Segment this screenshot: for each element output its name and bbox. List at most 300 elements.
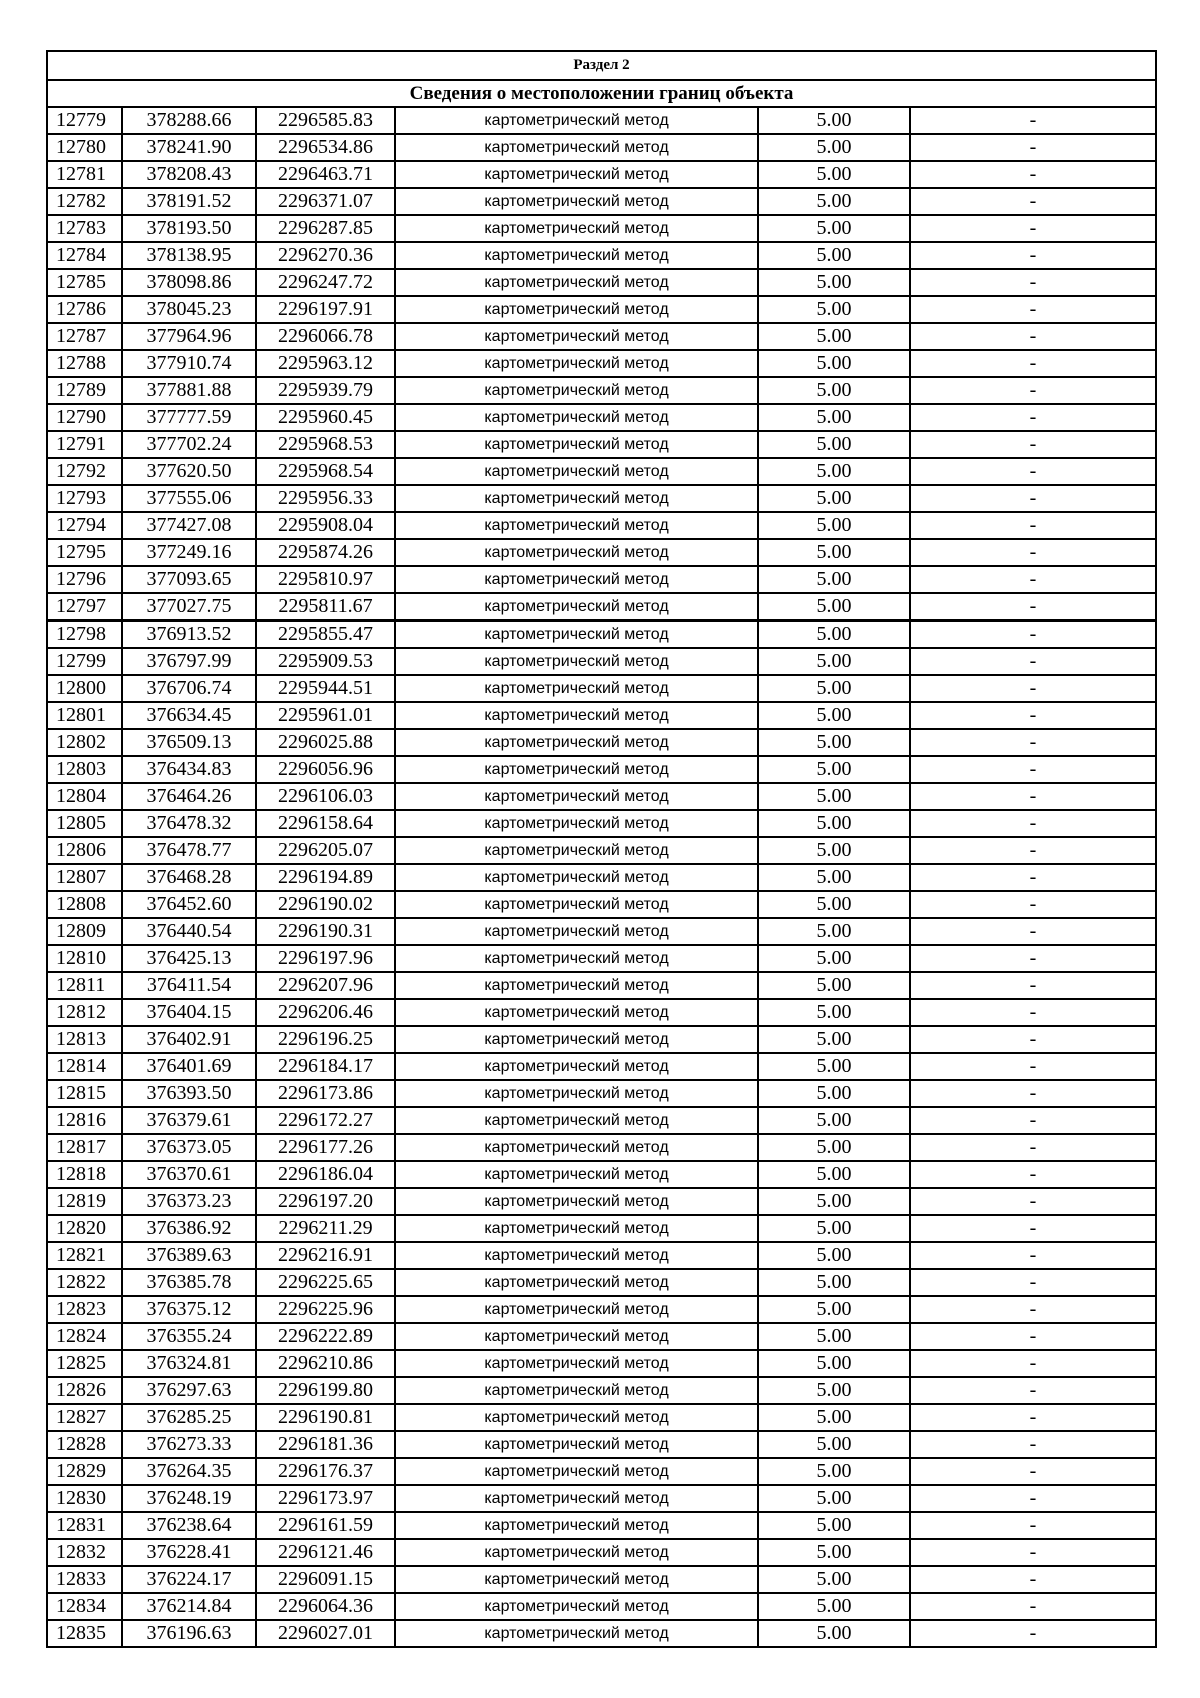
table-row [47, 1188, 1156, 1215]
point-number-cell: 12827 [47, 1404, 122, 1431]
point-number-cell: 12821 [47, 1242, 122, 1269]
description-cell: - [910, 215, 1156, 242]
y-coordinate-cell: 2296106.03 [256, 783, 395, 810]
x-coordinate-cell: 376379.61 [122, 1107, 256, 1134]
table-row [47, 1107, 1156, 1134]
description-cell: - [910, 296, 1156, 323]
x-coordinate-cell: 377702.24 [122, 431, 256, 458]
point-number-cell: 12823 [47, 1296, 122, 1323]
description-cell: - [910, 1485, 1156, 1512]
description-cell: - [910, 945, 1156, 972]
point-number-cell: 12788 [47, 350, 122, 377]
accuracy-cell: 5.00 [758, 593, 910, 621]
table-row [47, 648, 1156, 675]
x-coordinate-cell: 376634.45 [122, 702, 256, 729]
method-cell: картометрический метод [395, 512, 758, 539]
point-number-cell: 12833 [47, 1566, 122, 1593]
accuracy-cell: 5.00 [758, 864, 910, 891]
y-coordinate-cell: 2295908.04 [256, 512, 395, 539]
point-number-cell: 12779 [47, 107, 122, 134]
description-cell: - [910, 1620, 1156, 1647]
point-number-cell: 12806 [47, 837, 122, 864]
x-coordinate-cell: 377555.06 [122, 485, 256, 512]
description-cell: - [910, 107, 1156, 134]
y-coordinate-cell: 2295939.79 [256, 377, 395, 404]
description-cell: - [910, 269, 1156, 296]
accuracy-cell: 5.00 [758, 1080, 910, 1107]
accuracy-cell: 5.00 [758, 485, 910, 512]
description-cell: - [910, 377, 1156, 404]
table-row [47, 918, 1156, 945]
description-cell: - [910, 837, 1156, 864]
description-cell: - [910, 1323, 1156, 1350]
method-cell: картометрический метод [395, 1431, 758, 1458]
table-row [47, 431, 1156, 458]
table-row [47, 1296, 1156, 1323]
description-cell: - [910, 458, 1156, 485]
y-coordinate-cell: 2296222.89 [256, 1323, 395, 1350]
description-cell: - [910, 1377, 1156, 1404]
description-cell: - [910, 566, 1156, 593]
description-cell: - [910, 512, 1156, 539]
point-number-cell: 12793 [47, 485, 122, 512]
y-coordinate-cell: 2296287.85 [256, 215, 395, 242]
point-number-cell: 12814 [47, 1053, 122, 1080]
point-number-cell: 12782 [47, 188, 122, 215]
method-cell: картометрический метод [395, 702, 758, 729]
table-row [47, 1485, 1156, 1512]
method-cell: картометрический метод [395, 1269, 758, 1296]
description-cell: - [910, 756, 1156, 783]
method-cell: картометрический метод [395, 945, 758, 972]
point-number-cell: 12796 [47, 566, 122, 593]
method-cell: картометрический метод [395, 1377, 758, 1404]
y-coordinate-cell: 2296186.04 [256, 1161, 395, 1188]
coordinates-table [46, 50, 1157, 1648]
point-number-cell: 12789 [47, 377, 122, 404]
description-cell: - [910, 621, 1156, 649]
table-row [47, 188, 1156, 215]
method-cell: картометрический метод [395, 1080, 758, 1107]
x-coordinate-cell: 376468.28 [122, 864, 256, 891]
x-coordinate-cell: 376375.12 [122, 1296, 256, 1323]
y-coordinate-cell: 2296247.72 [256, 269, 395, 296]
y-coordinate-cell: 2295810.97 [256, 566, 395, 593]
point-number-cell: 12831 [47, 1512, 122, 1539]
y-coordinate-cell: 2296199.80 [256, 1377, 395, 1404]
description-cell: - [910, 404, 1156, 431]
point-number-cell: 12799 [47, 648, 122, 675]
accuracy-cell: 5.00 [758, 1512, 910, 1539]
description-cell: - [910, 729, 1156, 756]
method-cell: картометрический метод [395, 1026, 758, 1053]
x-coordinate-cell: 376706.74 [122, 675, 256, 702]
method-cell: картометрический метод [395, 1296, 758, 1323]
table-row [47, 864, 1156, 891]
accuracy-cell: 5.00 [758, 1377, 910, 1404]
description-cell: - [910, 1458, 1156, 1485]
table-row [47, 1566, 1156, 1593]
description-cell: - [910, 1215, 1156, 1242]
point-number-cell: 12784 [47, 242, 122, 269]
point-number-cell: 12828 [47, 1431, 122, 1458]
point-number-cell: 12803 [47, 756, 122, 783]
point-number-cell: 12800 [47, 675, 122, 702]
y-coordinate-cell: 2295874.26 [256, 539, 395, 566]
point-number-cell: 12820 [47, 1215, 122, 1242]
description-cell: - [910, 161, 1156, 188]
description-cell: - [910, 1107, 1156, 1134]
x-coordinate-cell: 377093.65 [122, 566, 256, 593]
description-cell: - [910, 323, 1156, 350]
x-coordinate-cell: 376196.63 [122, 1620, 256, 1647]
y-coordinate-cell: 2296064.36 [256, 1593, 395, 1620]
table-row [47, 1593, 1156, 1620]
x-coordinate-cell: 376411.54 [122, 972, 256, 999]
description-cell: - [910, 999, 1156, 1026]
accuracy-cell: 5.00 [758, 458, 910, 485]
point-number-cell: 12832 [47, 1539, 122, 1566]
x-coordinate-cell: 378138.95 [122, 242, 256, 269]
description-cell: - [910, 783, 1156, 810]
y-coordinate-cell: 2296194.89 [256, 864, 395, 891]
accuracy-cell: 5.00 [758, 1539, 910, 1566]
x-coordinate-cell: 376425.13 [122, 945, 256, 972]
accuracy-cell: 5.00 [758, 161, 910, 188]
method-cell: картометрический метод [395, 972, 758, 999]
x-coordinate-cell: 378208.43 [122, 161, 256, 188]
method-cell: картометрический метод [395, 323, 758, 350]
method-cell: картометрический метод [395, 296, 758, 323]
y-coordinate-cell: 2296177.26 [256, 1134, 395, 1161]
method-cell: картометрический метод [395, 1458, 758, 1485]
method-cell: картометрический метод [395, 864, 758, 891]
method-cell: картометрический метод [395, 1539, 758, 1566]
accuracy-cell: 5.00 [758, 1620, 910, 1647]
accuracy-cell: 5.00 [758, 1350, 910, 1377]
point-number-cell: 12813 [47, 1026, 122, 1053]
table-row [47, 1512, 1156, 1539]
table-row [47, 729, 1156, 756]
y-coordinate-cell: 2296025.88 [256, 729, 395, 756]
y-coordinate-cell: 2295855.47 [256, 621, 395, 649]
accuracy-cell: 5.00 [758, 566, 910, 593]
description-cell: - [910, 1404, 1156, 1431]
point-number-cell: 12834 [47, 1593, 122, 1620]
table-row [47, 1323, 1156, 1350]
x-coordinate-cell: 376386.92 [122, 1215, 256, 1242]
x-coordinate-cell: 376797.99 [122, 648, 256, 675]
x-coordinate-cell: 376248.19 [122, 1485, 256, 1512]
accuracy-cell: 5.00 [758, 999, 910, 1026]
x-coordinate-cell: 377427.08 [122, 512, 256, 539]
accuracy-cell: 5.00 [758, 756, 910, 783]
description-cell: - [910, 1188, 1156, 1215]
table-row [47, 1161, 1156, 1188]
x-coordinate-cell: 378098.86 [122, 269, 256, 296]
description-cell: - [910, 1296, 1156, 1323]
table-row [47, 1026, 1156, 1053]
y-coordinate-cell: 2296121.46 [256, 1539, 395, 1566]
method-cell: картометрический метод [395, 377, 758, 404]
point-number-cell: 12816 [47, 1107, 122, 1134]
description-cell: - [910, 1026, 1156, 1053]
x-coordinate-cell: 378241.90 [122, 134, 256, 161]
section-label-row [47, 51, 1156, 80]
section-title-row [47, 80, 1156, 107]
point-number-cell: 12815 [47, 1080, 122, 1107]
x-coordinate-cell: 376393.50 [122, 1080, 256, 1107]
accuracy-cell: 5.00 [758, 1026, 910, 1053]
table-row [47, 1350, 1156, 1377]
table-row [47, 107, 1156, 134]
x-coordinate-cell: 376285.25 [122, 1404, 256, 1431]
table-row [47, 539, 1156, 566]
x-coordinate-cell: 376389.63 [122, 1242, 256, 1269]
y-coordinate-cell: 2296210.86 [256, 1350, 395, 1377]
y-coordinate-cell: 2296066.78 [256, 323, 395, 350]
table-row [47, 134, 1156, 161]
description-cell: - [910, 539, 1156, 566]
method-cell: картометрический метод [395, 1053, 758, 1080]
method-cell: картометрический метод [395, 350, 758, 377]
point-number-cell: 12785 [47, 269, 122, 296]
y-coordinate-cell: 2295961.01 [256, 702, 395, 729]
accuracy-cell: 5.00 [758, 918, 910, 945]
y-coordinate-cell: 2296158.64 [256, 810, 395, 837]
x-coordinate-cell: 376273.33 [122, 1431, 256, 1458]
point-number-cell: 12810 [47, 945, 122, 972]
x-coordinate-cell: 377620.50 [122, 458, 256, 485]
point-number-cell: 12790 [47, 404, 122, 431]
x-coordinate-cell: 376264.35 [122, 1458, 256, 1485]
accuracy-cell: 5.00 [758, 1134, 910, 1161]
table-row [47, 296, 1156, 323]
method-cell: картометрический метод [395, 431, 758, 458]
method-cell: картометрический метод [395, 837, 758, 864]
table-row [47, 1458, 1156, 1485]
method-cell: картометрический метод [395, 458, 758, 485]
method-cell: картометрический метод [395, 1566, 758, 1593]
x-coordinate-cell: 376440.54 [122, 918, 256, 945]
accuracy-cell: 5.00 [758, 1458, 910, 1485]
x-coordinate-cell: 376404.15 [122, 999, 256, 1026]
description-cell: - [910, 485, 1156, 512]
y-coordinate-cell: 2296211.29 [256, 1215, 395, 1242]
x-coordinate-cell: 376913.52 [122, 621, 256, 649]
x-coordinate-cell: 376373.23 [122, 1188, 256, 1215]
accuracy-cell: 5.00 [758, 1188, 910, 1215]
point-number-cell: 12822 [47, 1269, 122, 1296]
x-coordinate-cell: 378191.52 [122, 188, 256, 215]
x-coordinate-cell: 376373.05 [122, 1134, 256, 1161]
table-row [47, 891, 1156, 918]
table-row [47, 972, 1156, 999]
x-coordinate-cell: 376370.61 [122, 1161, 256, 1188]
table-row [47, 702, 1156, 729]
x-coordinate-cell: 378288.66 [122, 107, 256, 134]
table-row [47, 404, 1156, 431]
accuracy-cell: 5.00 [758, 539, 910, 566]
y-coordinate-cell: 2296184.17 [256, 1053, 395, 1080]
y-coordinate-cell: 2296176.37 [256, 1458, 395, 1485]
description-cell: - [910, 1431, 1156, 1458]
point-number-cell: 12797 [47, 593, 122, 621]
description-cell: - [910, 648, 1156, 675]
method-cell: картометрический метод [395, 1350, 758, 1377]
y-coordinate-cell: 2296161.59 [256, 1512, 395, 1539]
point-number-cell: 12824 [47, 1323, 122, 1350]
y-coordinate-cell: 2296270.36 [256, 242, 395, 269]
table-row [47, 1134, 1156, 1161]
description-cell: - [910, 134, 1156, 161]
coordinates-table-body [47, 51, 1156, 1647]
method-cell: картометрический метод [395, 1107, 758, 1134]
point-number-cell: 12809 [47, 918, 122, 945]
description-cell: - [910, 1242, 1156, 1269]
method-cell: картометрический метод [395, 675, 758, 702]
y-coordinate-cell: 2295956.33 [256, 485, 395, 512]
accuracy-cell: 5.00 [758, 431, 910, 458]
point-number-cell: 12781 [47, 161, 122, 188]
point-number-cell: 12811 [47, 972, 122, 999]
accuracy-cell: 5.00 [758, 1404, 910, 1431]
accuracy-cell: 5.00 [758, 972, 910, 999]
accuracy-cell: 5.00 [758, 107, 910, 134]
x-coordinate-cell: 376214.84 [122, 1593, 256, 1620]
description-cell: - [910, 242, 1156, 269]
y-coordinate-cell: 2296585.83 [256, 107, 395, 134]
y-coordinate-cell: 2295811.67 [256, 593, 395, 621]
accuracy-cell: 5.00 [758, 269, 910, 296]
accuracy-cell: 5.00 [758, 1431, 910, 1458]
point-number-cell: 12826 [47, 1377, 122, 1404]
method-cell: картометрический метод [395, 161, 758, 188]
x-coordinate-cell: 376238.64 [122, 1512, 256, 1539]
method-cell: картометрический метод [395, 648, 758, 675]
y-coordinate-cell: 2296173.97 [256, 1485, 395, 1512]
method-cell: картометрический метод [395, 621, 758, 649]
description-cell: - [910, 1080, 1156, 1107]
y-coordinate-cell: 2296181.36 [256, 1431, 395, 1458]
x-coordinate-cell: 377964.96 [122, 323, 256, 350]
accuracy-cell: 5.00 [758, 296, 910, 323]
point-number-cell: 12807 [47, 864, 122, 891]
y-coordinate-cell: 2296190.81 [256, 1404, 395, 1431]
point-number-cell: 12794 [47, 512, 122, 539]
description-cell: - [910, 891, 1156, 918]
method-cell: картометрический метод [395, 593, 758, 621]
accuracy-cell: 5.00 [758, 188, 910, 215]
x-coordinate-cell: 376464.26 [122, 783, 256, 810]
point-number-cell: 12835 [47, 1620, 122, 1647]
accuracy-cell: 5.00 [758, 1053, 910, 1080]
point-number-cell: 12805 [47, 810, 122, 837]
y-coordinate-cell: 2295968.53 [256, 431, 395, 458]
x-coordinate-cell: 376509.13 [122, 729, 256, 756]
table-row [47, 1269, 1156, 1296]
point-number-cell: 12825 [47, 1350, 122, 1377]
accuracy-cell: 5.00 [758, 810, 910, 837]
description-cell: - [910, 593, 1156, 621]
y-coordinate-cell: 2296190.31 [256, 918, 395, 945]
x-coordinate-cell: 376385.78 [122, 1269, 256, 1296]
table-row [47, 756, 1156, 783]
x-coordinate-cell: 376324.81 [122, 1350, 256, 1377]
x-coordinate-cell: 376228.41 [122, 1539, 256, 1566]
accuracy-cell: 5.00 [758, 1485, 910, 1512]
description-cell: - [910, 675, 1156, 702]
table-row [47, 458, 1156, 485]
table-row [47, 810, 1156, 837]
x-coordinate-cell: 377027.75 [122, 593, 256, 621]
accuracy-cell: 5.00 [758, 350, 910, 377]
point-number-cell: 12817 [47, 1134, 122, 1161]
point-number-cell: 12818 [47, 1161, 122, 1188]
description-cell: - [910, 702, 1156, 729]
method-cell: картометрический метод [395, 485, 758, 512]
y-coordinate-cell: 2296534.86 [256, 134, 395, 161]
description-cell: - [910, 431, 1156, 458]
point-number-cell: 12804 [47, 783, 122, 810]
accuracy-cell: 5.00 [758, 1107, 910, 1134]
accuracy-cell: 5.00 [758, 1242, 910, 1269]
accuracy-cell: 5.00 [758, 134, 910, 161]
x-coordinate-cell: 378193.50 [122, 215, 256, 242]
x-coordinate-cell: 376478.77 [122, 837, 256, 864]
accuracy-cell: 5.00 [758, 1296, 910, 1323]
table-row [47, 1620, 1156, 1647]
y-coordinate-cell: 2296225.96 [256, 1296, 395, 1323]
table-row [47, 1242, 1156, 1269]
method-cell: картометрический метод [395, 729, 758, 756]
table-row [47, 1431, 1156, 1458]
method-cell: картометрический метод [395, 810, 758, 837]
method-cell: картометрический метод [395, 1512, 758, 1539]
accuracy-cell: 5.00 [758, 242, 910, 269]
y-coordinate-cell: 2296196.25 [256, 1026, 395, 1053]
y-coordinate-cell: 2296371.07 [256, 188, 395, 215]
table-row [47, 566, 1156, 593]
description-cell: - [910, 1350, 1156, 1377]
point-number-cell: 12792 [47, 458, 122, 485]
accuracy-cell: 5.00 [758, 621, 910, 649]
y-coordinate-cell: 2296206.46 [256, 999, 395, 1026]
point-number-cell: 12798 [47, 621, 122, 649]
y-coordinate-cell: 2296190.02 [256, 891, 395, 918]
section-title: Сведения о местоположении границ объекта [47, 80, 1156, 107]
method-cell: картометрический метод [395, 188, 758, 215]
accuracy-cell: 5.00 [758, 837, 910, 864]
point-number-cell: 12808 [47, 891, 122, 918]
method-cell: картометрический метод [395, 1404, 758, 1431]
description-cell: - [910, 972, 1156, 999]
accuracy-cell: 5.00 [758, 377, 910, 404]
x-coordinate-cell: 378045.23 [122, 296, 256, 323]
y-coordinate-cell: 2296056.96 [256, 756, 395, 783]
table-row [47, 675, 1156, 702]
description-cell: - [910, 1539, 1156, 1566]
accuracy-cell: 5.00 [758, 323, 910, 350]
method-cell: картометрический метод [395, 1188, 758, 1215]
method-cell: картометрический метод [395, 1323, 758, 1350]
accuracy-cell: 5.00 [758, 729, 910, 756]
method-cell: картометрический метод [395, 1215, 758, 1242]
y-coordinate-cell: 2296173.86 [256, 1080, 395, 1107]
point-number-cell: 12830 [47, 1485, 122, 1512]
method-cell: картометрический метод [395, 999, 758, 1026]
description-cell: - [910, 1161, 1156, 1188]
